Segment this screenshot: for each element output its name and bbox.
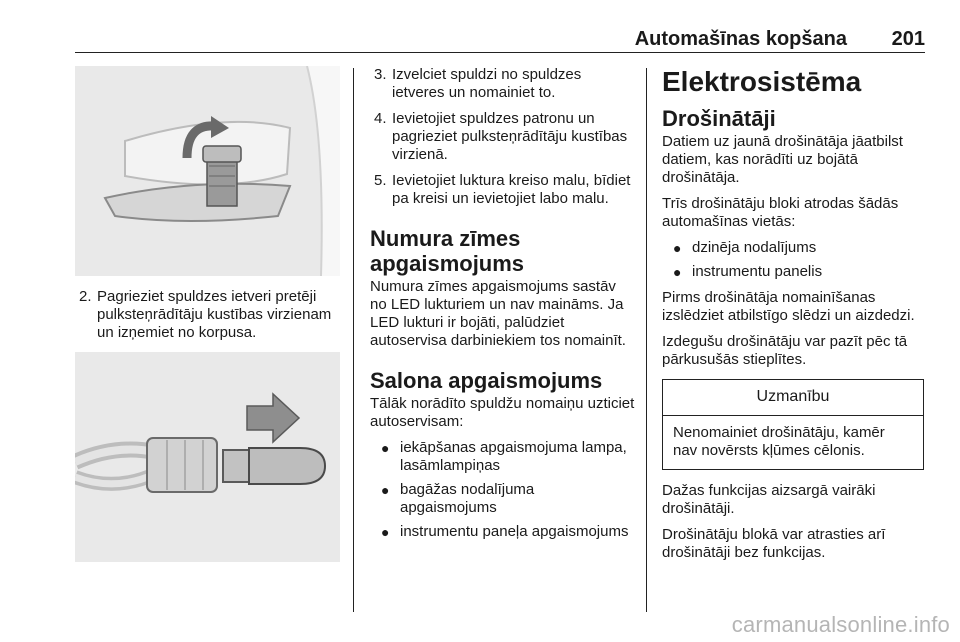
bullet: ● (673, 240, 682, 256)
bulb-holder-illustration (75, 352, 340, 562)
interior-light-text: Tālāk norādīto spuldžu nomaiņu uzticiet autoservisam: (370, 395, 635, 430)
list-item (370, 481, 635, 517)
page-number: 201 (891, 28, 925, 50)
fuses-para-2: Trīs drošinātāju bloki atrodas šādās automašīnas vietās: (662, 195, 899, 230)
bullet: ● (381, 524, 390, 540)
list-item-text: dzinēja nodalījums (692, 239, 817, 256)
list-item (662, 239, 924, 257)
list-item-text: instrumentu paneļa apgaismojums (400, 523, 629, 540)
step-text: Ievietojiet spuldzes patronu un pagrieziet pulksteņrādītāju kustības virzienā. (392, 110, 628, 163)
step-3 (370, 66, 635, 102)
column-divider-2 (646, 68, 647, 612)
caution-title: Uzmanību (663, 380, 923, 416)
plate-light-text: Numura zīmes apgaismojums sastāv no LED lukturiem un nav maināms. Ja LED lukturi ir bojāti, palūdziet autoservisa darbiniekiem tos nomainīt. (370, 278, 626, 349)
step-number: 5. (374, 172, 387, 189)
step-2 (75, 288, 340, 342)
side-marker-lamp-illustration (75, 66, 340, 276)
bullet: ● (381, 440, 390, 456)
step-5 (370, 172, 635, 208)
header-rule (75, 52, 925, 53)
interior-light-list (370, 439, 635, 541)
step-text: Izvelciet spuldzi no spuldzes ietveres un nomainiet to. (392, 66, 582, 101)
step-4 (370, 110, 635, 164)
fuses-heading: Drošinātāji (662, 106, 776, 131)
column-2 (370, 66, 635, 549)
list-item (662, 263, 924, 281)
fuses-para-6: Drošinātāju blokā var atrasties arī drošinātāji bez funkcijas. (662, 526, 886, 561)
list-item-text: instrumentu panelis (692, 263, 823, 280)
column-divider-1 (353, 68, 354, 612)
fuses-para-4: Izdegušu drošinātāju var pazīt pēc tā pārkusušās stieplītes. (662, 333, 908, 368)
step-number: 3. (374, 66, 387, 83)
fuses-para-3: Pirms drošinātāja nomainīšanas izslēdziet atbilstīgo slēdzi un aizdedzi. (662, 289, 915, 324)
column-3 (662, 66, 924, 570)
watermark: carmanualsonline.info (731, 612, 950, 637)
step-number: 4. (374, 110, 387, 127)
fuse-box-locations (662, 239, 924, 281)
header-title: Automašīnas kopšana (634, 28, 847, 50)
bullet: ● (381, 482, 390, 498)
section-title: Elektrosistēma (662, 66, 862, 97)
fuses-para-5: Dažas funkcijas aizsargā vairāki drošinātāji. (662, 482, 876, 517)
interior-light-heading: Salona apgaismojums (370, 368, 603, 393)
fuses-para-1: Datiem uz jaunā drošinātāja jāatbilst datiem, kas norādīti uz bojātā drošinātāja. (662, 133, 903, 186)
caution-box (662, 379, 924, 470)
bullet: ● (673, 264, 682, 280)
caution-text: Nenomainiet drošinātāju, kamēr nav novērsts kļūmes cēlonis. (673, 424, 885, 459)
list-item (370, 439, 635, 475)
step-text: Pagrieziet spuldzes ietveri pretēji pulksteņrādītāju kustības virzienam un izņemiet no korpusa. (97, 288, 332, 341)
step-text: Ievietojiet luktura kreiso malu, bīdiet pa kreisi un ievietojiet labo malu. (392, 172, 631, 207)
plate-light-heading: Numura zīmes apgaismojums (370, 226, 525, 276)
list-item (370, 523, 635, 541)
column-1 (75, 66, 340, 562)
list-item-text: iekāpšanas apgaismojuma lampa, lasāmlampiņas (400, 439, 627, 474)
page-header (75, 26, 925, 50)
step-number: 2. (79, 288, 92, 305)
list-item-text: bagāžas nodalījuma apgaismojums (400, 481, 535, 516)
